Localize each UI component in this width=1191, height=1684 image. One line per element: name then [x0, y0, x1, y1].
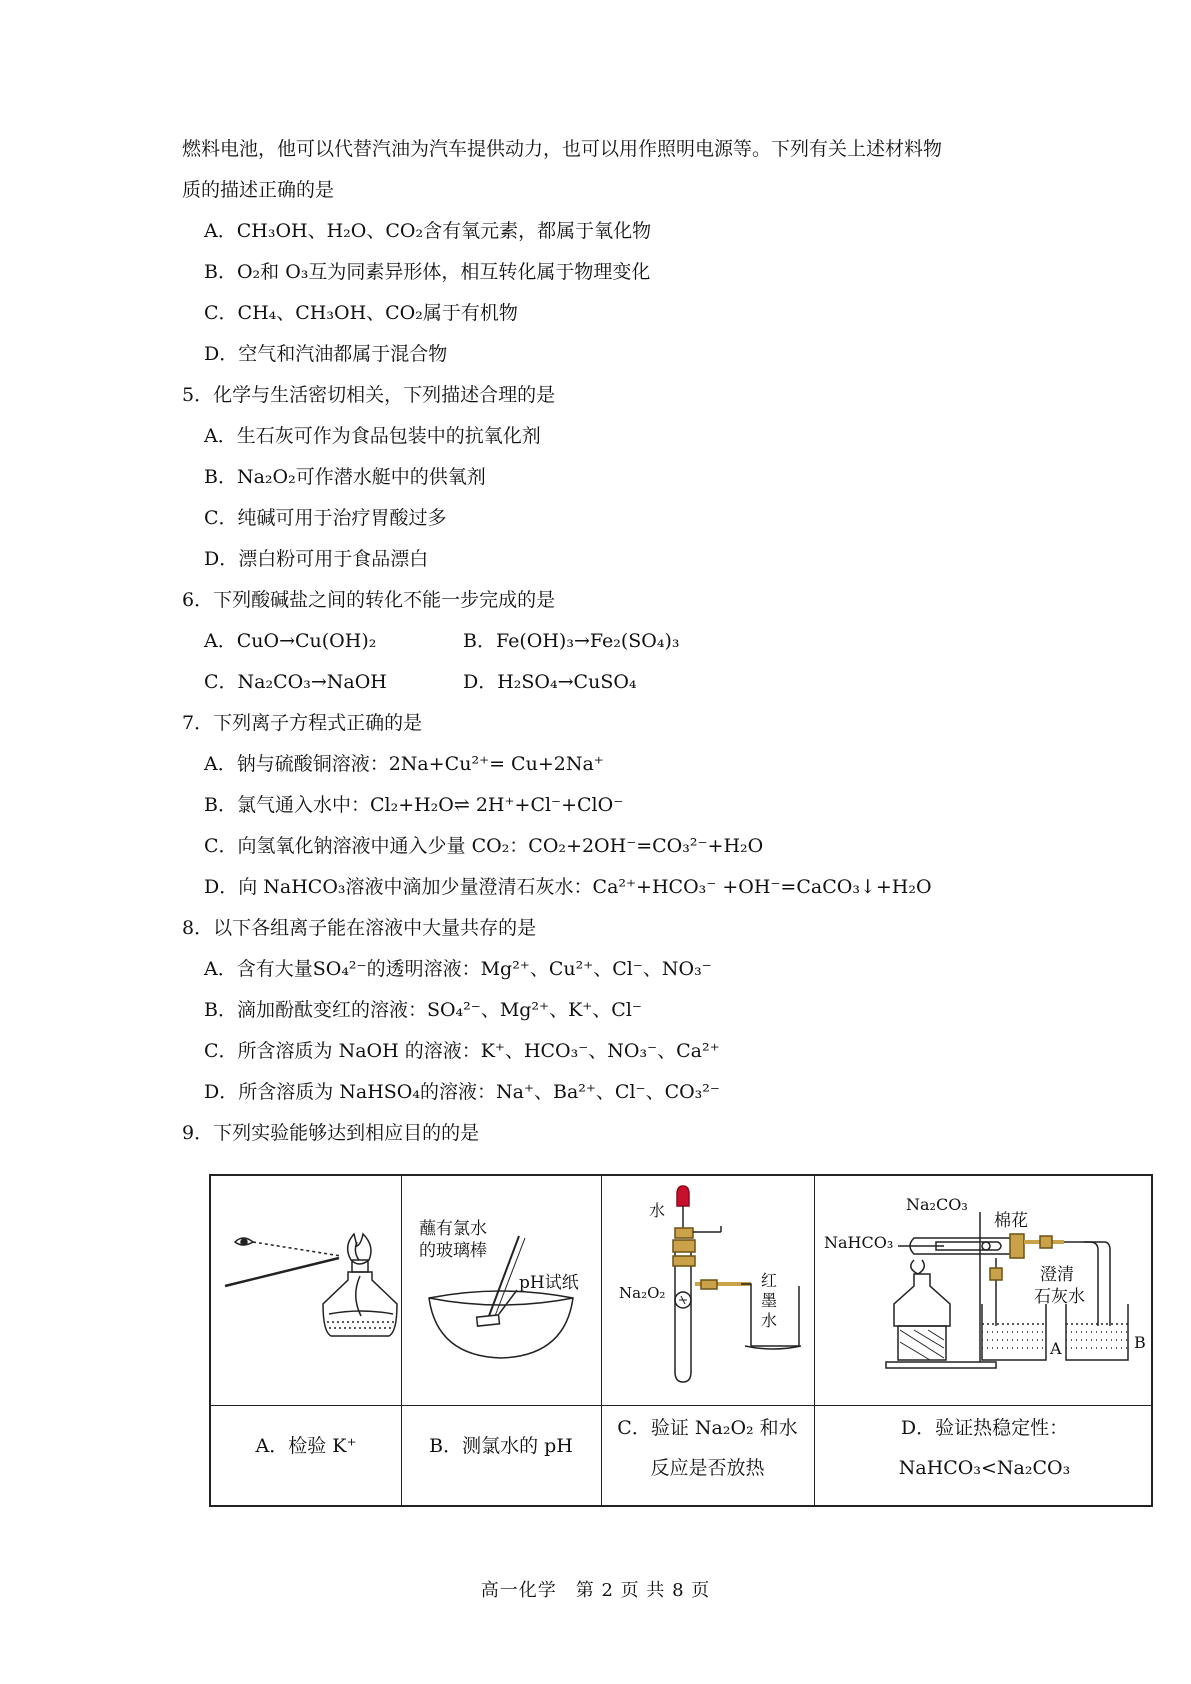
q5-option-a: A．生石灰可作为食品包装中的抗氧化剂 — [204, 425, 541, 447]
thermal-stability-figure — [814, 1176, 1155, 1405]
fig-d-nahco3: NaHCO₃ — [824, 1233, 894, 1252]
q7-option-b: B．氯气通入水中：Cl₂+H₂O⇌ 2H⁺+Cl⁻+ClO⁻ — [204, 794, 624, 816]
q5-option-d: D．漂白粉可用于食品漂白 — [204, 548, 429, 570]
q8-option-c: C．所含溶质为 NaOH 的溶液：K⁺、HCO₃⁻、NO₃⁻、Ca²⁺ — [204, 1040, 720, 1062]
fig-b-label-2: 的玻璃棒 — [419, 1241, 487, 1261]
fig-d-lime-2: 石灰水 — [1034, 1287, 1085, 1307]
cell-b-label: B．测氯水的 pH — [429, 1435, 573, 1457]
fig-d-lime-1: 澄清 — [1040, 1265, 1074, 1285]
q4-option-c: C．CH₄、CH₃OH、CO₂属于有机物 — [204, 302, 518, 324]
cell-a-label: A．检验 K⁺ — [255, 1435, 357, 1457]
q7-option-c: C．向氢氧化钠溶液中通入少量 CO₂：CO₂+2OH⁻=CO₃²⁻+H₂O — [204, 835, 764, 857]
q6-stem: 6．下列酸碱盐之间的转化不能一步完成的是 — [182, 589, 556, 611]
intro-line-1: 燃料电池，他可以代替汽油为汽车提供动力，也可以用作照明电源等。下列有关上述材料物 — [182, 138, 943, 160]
q7-option-d: D．向 NaHCO₃溶液中滴加少量澄清石灰水：Ca²⁺+HCO₃⁻ +OH⁻=CaCO₃↓+H₂O — [204, 876, 932, 898]
fig-d-a: A — [1050, 1339, 1062, 1358]
q8-option-b: B．滴加酚酞变红的溶液：SO₄²⁻、Mg²⁺、K⁺、Cl⁻ — [204, 999, 642, 1021]
q5-option-c: C．纯碱可用于治疗胃酸过多 — [204, 507, 447, 529]
q6-option-b: B．Fe(OH)₃→Fe₂(SO₄)₃ — [463, 630, 680, 652]
flame-test-figure — [211, 1176, 401, 1405]
fig-c-water: 水 — [649, 1201, 666, 1220]
q8-option-a: A．含有大量SO₄²⁻的透明溶液：Mg²⁺、Cu²⁺、Cl⁻、NO₃⁻ — [204, 958, 712, 980]
cell-c-label-1: C．验证 Na₂O₂ 和水 — [617, 1417, 798, 1439]
q4-option-b: B．O₂和 O₃互为同素异形体，相互转化属于物理变化 — [204, 261, 651, 283]
experiment-table — [209, 1174, 1153, 1507]
q7-option-a: A．钠与硫酸铜溶液：2Na+Cu²⁺= Cu+2Na⁺ — [204, 753, 604, 775]
fig-d-cotton: 棉花 — [994, 1211, 1028, 1231]
ph-test-figure — [401, 1176, 601, 1405]
cell-d-label-2: NaHCO₃<Na₂CO₃ — [898, 1457, 1071, 1479]
fig-b-label-3: pH试纸 — [519, 1273, 579, 1293]
q5-option-b: B．Na₂O₂可作潜水艇中的供氧剂 — [204, 466, 486, 488]
page-footer: 高一化学 第 2 页 共 8 页 — [480, 1580, 711, 1601]
q4-option-a: A．CH₃OH、H₂O、CO₂含有氧元素，都属于氧化物 — [204, 220, 652, 242]
q8-option-d: D．所含溶质为 NaHSO₄的溶液：Na⁺、Ba²⁺、Cl⁻、CO₃²⁻ — [204, 1081, 720, 1103]
fig-d-b: B — [1134, 1333, 1146, 1352]
table-divider — [211, 1405, 1151, 1406]
fig-c-ink-1: 红 — [761, 1271, 778, 1290]
q4-option-d: D．空气和汽油都属于混合物 — [204, 343, 448, 365]
cell-c-label-2: 反应是否放热 — [650, 1457, 765, 1479]
fig-d-na2co3: Na₂CO₃ — [906, 1195, 968, 1214]
q8-stem: 8．以下各组离子能在溶液中大量共存的是 — [182, 917, 537, 939]
q9-stem: 9．下列实验能够达到相应目的的是 — [182, 1122, 480, 1144]
q5-stem: 5．化学与生活密切相关，下列描述合理的是 — [182, 384, 556, 406]
fig-c-ink-2: 墨 — [761, 1291, 778, 1310]
na2o2-water-figure — [601, 1176, 814, 1405]
q7-stem: 7．下列离子方程式正确的是 — [182, 712, 423, 734]
cell-d-label-1: D．验证热稳定性： — [900, 1417, 1069, 1439]
fig-c-ink-3: 水 — [761, 1311, 778, 1330]
intro-line-2: 质的描述正确的是 — [182, 179, 335, 201]
fig-b-label-1: 蘸有氯水 — [419, 1219, 487, 1239]
fig-c-na2o2: Na₂O₂ — [619, 1284, 666, 1302]
q6-option-a: A．CuO→Cu(OH)₂ — [204, 630, 377, 652]
q6-option-c: C．Na₂CO₃→NaOH — [204, 671, 387, 693]
q6-option-d: D．H₂SO₄→CuSO₄ — [463, 671, 637, 693]
